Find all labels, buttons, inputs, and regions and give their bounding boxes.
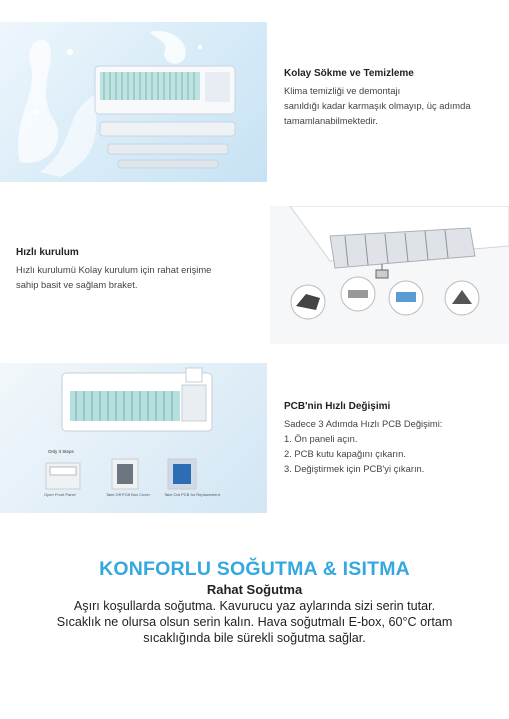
pcb-replacement-illustration bbox=[0, 363, 267, 513]
feature-easy-cleaning bbox=[0, 18, 509, 186]
feature-description bbox=[284, 416, 504, 476]
step-caption: Take Off PCB Box Cover bbox=[106, 492, 150, 497]
installation-bracket-illustration bbox=[270, 206, 509, 344]
feature-line: sanıldığı kadar karmaşık olmayıp, üç adımda bbox=[284, 100, 471, 111]
feature-text bbox=[16, 247, 266, 292]
feature-line: 1. Ön paneli açın. bbox=[284, 433, 358, 444]
description-line: Aşırı koşullarda soğutma. Kavurucu yaz aylarında sizi serin tutar. bbox=[73, 599, 436, 613]
feature-description bbox=[284, 83, 504, 128]
feature-text bbox=[284, 401, 504, 476]
section-description bbox=[0, 598, 509, 646]
feature-line: tamamlanabilmektedir. bbox=[284, 115, 378, 126]
cleaning-illustration bbox=[0, 22, 267, 182]
step-caption: Take Out PCB for Replacement bbox=[164, 492, 220, 497]
feature-line: Hızlı kurulumü Kolay kurulum için rahat erişime bbox=[16, 264, 212, 275]
feature-title: Kolay Sökme ve Temizleme bbox=[284, 68, 414, 79]
section-heading: KONFORLU SOĞUTMA & ISITMA bbox=[99, 558, 410, 580]
feature-text bbox=[284, 68, 504, 128]
feature-line: Sadece 3 Adımda Hızlı PCB Değişimi: bbox=[284, 418, 443, 429]
feature-line: 2. PCB kutu kapağını çıkarın. bbox=[284, 448, 406, 459]
feature-title: PCB'nin Hızlı Değişimi bbox=[284, 401, 391, 412]
section-subheading: Rahat Soğutma bbox=[206, 582, 303, 597]
description-line: Sıcaklık ne olursa olsun serin kalın. Hava soğutmalı E-box, 60°C ortam bbox=[56, 615, 453, 629]
feature-pcb-replacement bbox=[0, 363, 509, 513]
feature-quick-installation bbox=[0, 206, 509, 346]
feature-title: Hızlı kurulum bbox=[16, 247, 79, 258]
feature-line: 3. Değiştirmek için PCB'yi çıkarın. bbox=[284, 463, 425, 474]
description-line: sıcaklığında bile sürekli soğutma sağlar. bbox=[143, 631, 366, 645]
feature-description bbox=[16, 262, 266, 292]
comfort-section bbox=[0, 558, 509, 646]
feature-line: Klima temizliği ve demontajı bbox=[284, 85, 401, 96]
steps-badge: Only 3 Steps bbox=[48, 449, 74, 454]
feature-line: sahip basit ve sağlam braket. bbox=[16, 279, 138, 290]
step-caption: Open Front Panel bbox=[44, 492, 76, 497]
